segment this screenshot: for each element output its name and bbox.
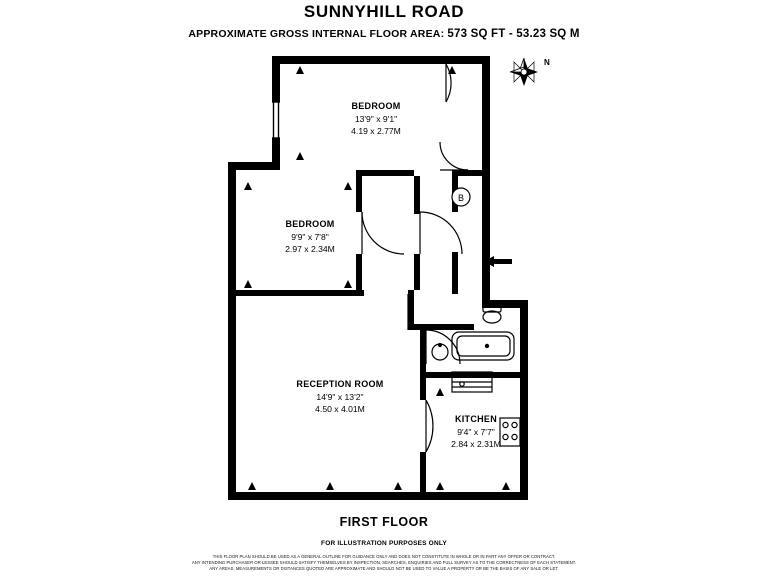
disclaimer-line-2: ANY INTENDING PURCHASER OR LESSEE SHOULD SATISFY THEMSELVES BY INSPECTION, SEARCHES, ENQUIRIES AND FULL SURVEY AS TO THE CORRECTNESS OF EACH STATEMENT. — [191, 560, 577, 566]
room-label-bedroom-1 — [296, 100, 456, 138]
room-dim-imperial: 9'4" x 7'7" — [457, 426, 495, 437]
room-name: BEDROOM — [351, 101, 401, 111]
boiler-letter: B — [457, 193, 465, 203]
compass-rose — [510, 58, 538, 86]
room-dim-metric: 4.50 x 4.01M — [315, 404, 365, 414]
room-dim-imperial: 14'9" x 13'2" — [316, 391, 364, 402]
bathroom-fixtures — [432, 306, 514, 360]
compass-north-label: N — [544, 58, 550, 67]
room-dim-metric: 2.84 x 2.31M — [451, 439, 501, 449]
room-label-bedroom-2 — [230, 218, 390, 256]
room-dim-metric: 4.19 x 2.77M — [351, 126, 401, 136]
disclaimer — [0, 554, 768, 572]
disclaimer-line-1: THIS FLOOR PLAN SHOULD BE USED AS A GENERAL OUTLINE FOR GUIDANCE ONLY AND DOES NOT CONSTITUTE IN WHOLE OR IN PART ANY OFFER OR CONTRACT. — [212, 554, 556, 559]
area-value: 573 SQ FT - 53.23 SQ M — [447, 28, 580, 40]
room-dim-imperial: 9'9" x 7'8" — [291, 231, 329, 242]
room-dim-metric: 2.97 x 2.34M — [285, 244, 335, 254]
room-label-reception-room — [250, 378, 430, 416]
room-name: BEDROOM — [285, 219, 335, 229]
illustration-note: FOR ILLUSTRATION PURPOSES ONLY — [321, 540, 447, 547]
room-name: KITCHEN — [454, 414, 498, 424]
floor-label: FIRST FLOOR — [339, 515, 429, 529]
room-label-kitchen — [406, 413, 546, 451]
boiler-marker — [452, 188, 470, 206]
area-prefix-label: APPROXIMATE GROSS INTERNAL FLOOR AREA: — [188, 28, 445, 40]
room-dim-imperial: 13'9" x 9'1" — [354, 113, 398, 124]
page-title: SUNNYHILL ROAD — [303, 2, 465, 21]
room-name: RECEPTION ROOM — [296, 379, 384, 389]
disclaimer-line-3: ANY AREAS, MEASUREMENTS OR DISTANCES QUOTED ARE APPROXIMATE AND SHOULD NOT BE USED TO VALUE A PROPERTY OR BE THE BASIS OF ANY SALE OR LET. — [209, 566, 559, 572]
